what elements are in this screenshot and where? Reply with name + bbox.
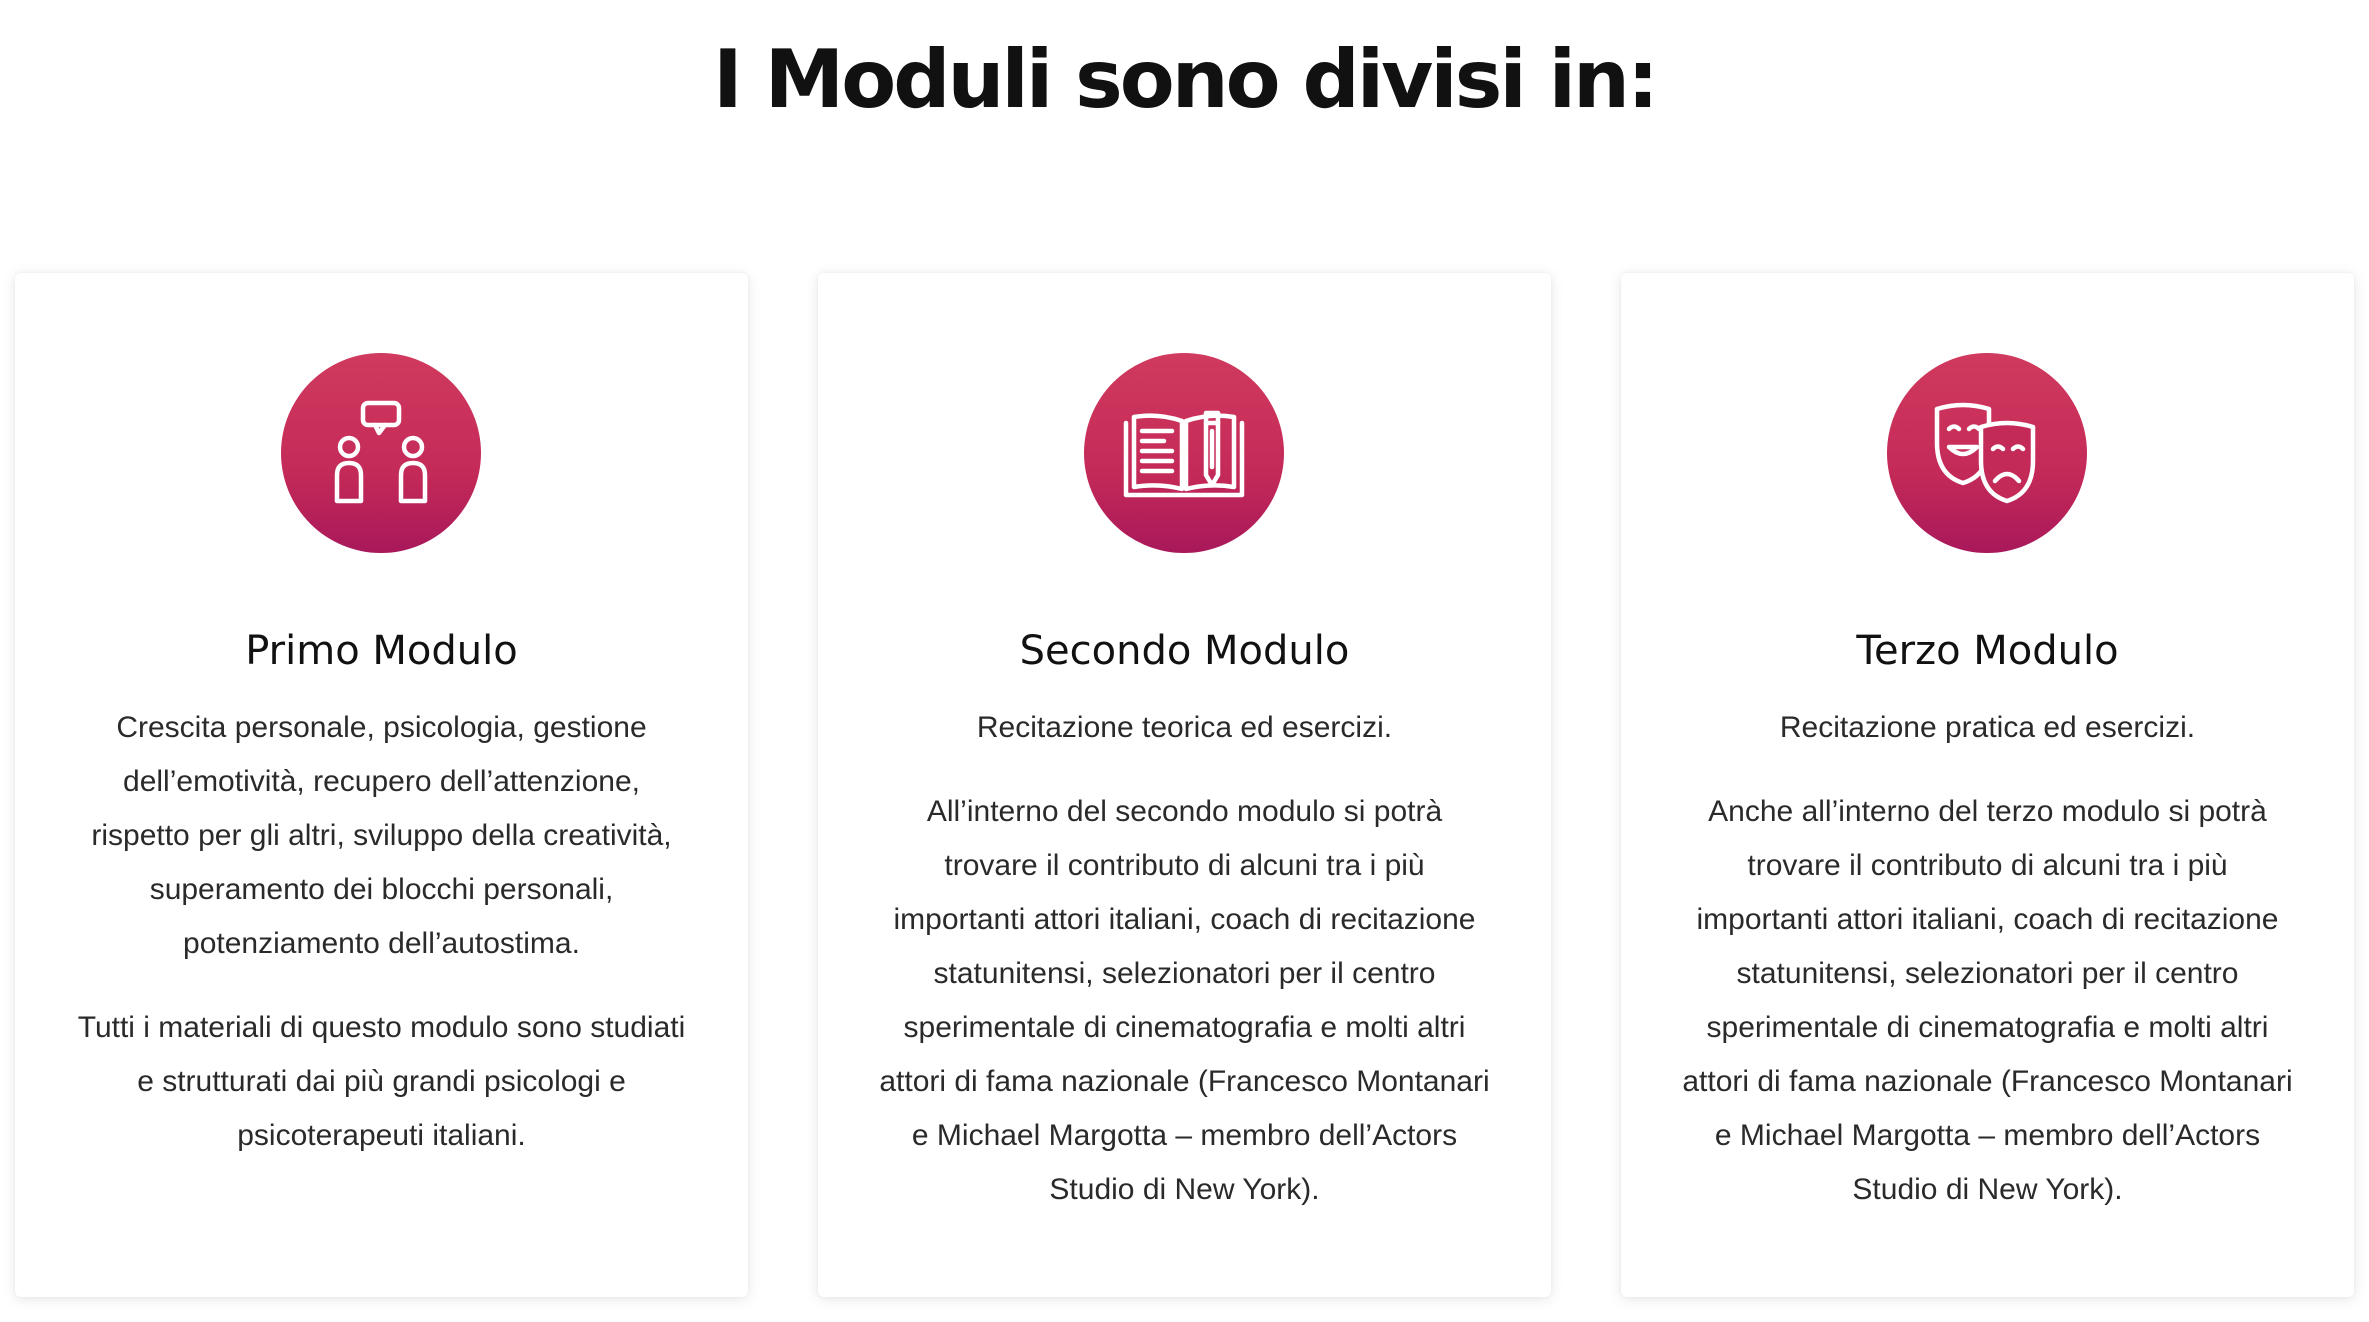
- module-description: [878, 701, 1491, 1247]
- module-title: Terzo Modulo: [1856, 628, 2119, 674]
- module-card-primo: [15, 273, 748, 1297]
- module-title: Primo Modulo: [245, 628, 518, 674]
- module-paragraph: All’interno del secondo modulo si potrà trovare il contributo di alcuni tra i più importanti attori italiani, coach di recitazione statunitensi, selezionatori per il centro sperimentale di cinematografia e molti altri attori di fama nazionale (Francesco Montanari e Michael Margotta – membro dell’Actors Studio di New York).: [879, 795, 1490, 1206]
- modules-grid: [0, 273, 2369, 1297]
- module-description: [75, 701, 688, 1193]
- module-paragraph: Anche all’interno del terzo modulo si potrà trovare il contributo di alcuni tra i più importanti attori italiani, coach di recitazione statunitensi, selezionatori per il centro sperimentale di cinematografia e molti altri attori di fama nazionale (Francesco Montanari e Michael Margotta – membro dell’Actors Studio di New York).: [1682, 795, 2293, 1206]
- module-paragraph: Recitazione teorica ed esercizi.: [976, 711, 1393, 744]
- book-pencil-icon: [1114, 383, 1254, 523]
- module-icon-badge: [1887, 353, 2087, 553]
- theater-masks-icon: [1917, 383, 2057, 523]
- people-chat-icon: [311, 383, 451, 523]
- module-description: [1681, 701, 2294, 1247]
- module-title: Secondo Modulo: [1019, 628, 1350, 674]
- module-paragraph: Crescita personale, psicologia, gestione dell’emotività, recupero dell’attenzione, rispetto per gli altri, sviluppo della creatività, superamento dei blocchi personali, potenziamento dell’autostima.: [91, 711, 672, 960]
- module-icon-badge: [281, 353, 481, 553]
- module-icon-badge: [1084, 353, 1284, 553]
- module-card-secondo: [818, 273, 1551, 1297]
- page-title: I Moduli sono divisi in:: [713, 33, 1656, 126]
- module-paragraph: Tutti i materiali di questo modulo sono studiati e strutturati dai più grandi psicologi e psicoterapeuti italiani.: [77, 1011, 686, 1152]
- module-paragraph: Recitazione pratica ed esercizi.: [1779, 711, 2196, 744]
- module-card-terzo: [1621, 273, 2354, 1297]
